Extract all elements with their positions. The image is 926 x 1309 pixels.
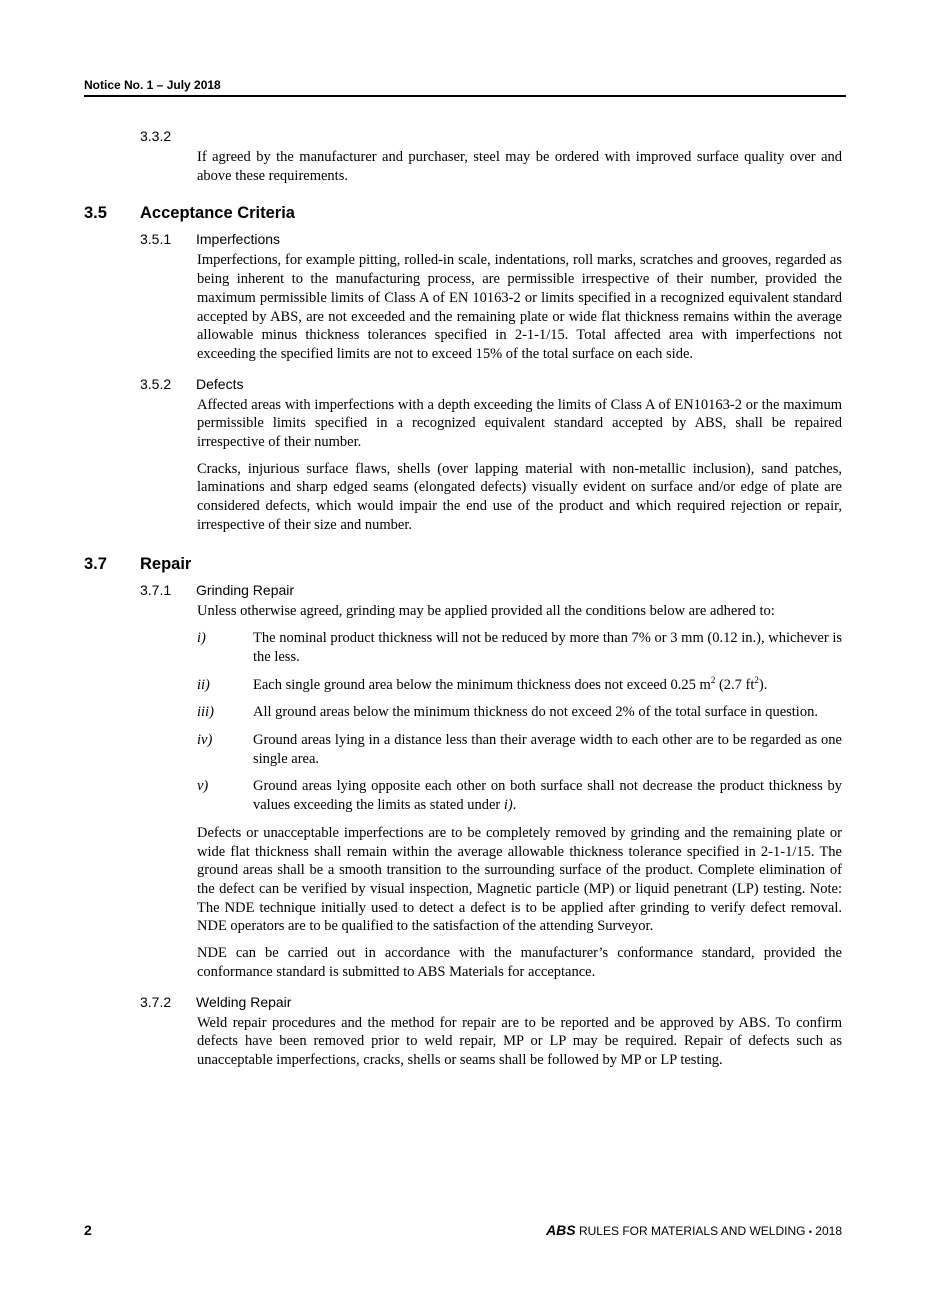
footer-title [546,1222,842,1238]
abs-logo-text: ABS [546,1222,576,1238]
page-number: 2 [84,1222,92,1238]
footer-year: 2018 [815,1224,842,1238]
paragraph: NDE can be carried out in accordance with the manufacturer’s conformance standard, provided the conformance standard is submitted to ABS Materials for acceptance. [197,945,842,980]
subsection-3-5-2-heading [140,376,846,393]
paragraph: Cracks, injurious surface flaws, shells (over lapping material with non-metallic inclusion), sand patches, laminations and sharp edged seams (elongated defects) visually evident on surface and/or edge of plate are considered defects, which would impair the end use of the product and which required rejection or repair, irrespective of their size and number. [197,460,842,533]
subsection-3-7-1-heading [140,582,846,599]
subsection-3-3-2-heading [140,128,846,145]
footer-separator: • [808,1226,812,1237]
running-header [84,78,846,97]
subsection-number: 3.7.1 [140,581,172,598]
list-marker: i) [197,630,206,647]
notice-label: Notice No. 1 – July 2018 [84,78,221,92]
page-footer [84,1222,842,1238]
list-marker: iv) [197,732,213,749]
section-number: 3.7 [84,554,107,573]
page-content [84,128,846,1070]
list-marker: iii) [197,704,214,721]
paragraph: Imperfections, for example pitting, rolled-in scale, indentations, roll marks, scratches and grooves, regarded as being inherent to the manufacturing process, are permissible irrespective of their number, provided the maximum permissible limits of Class A of EN 10163-2 or limits specified in a recognized equivalent standard accepted by ABS, are not exceeded and the remaining plate or wide flat thickness remains within the average allowable minus thickness tolerances specified in 2-1-1/15. Total affected area with imperfections not exceeding the specified limits are not to exceed 15% of the total surface on each side. [197,252,842,362]
subsection-title: Welding Repair [196,993,292,1010]
section-3-5-heading [84,203,846,223]
paragraph: Weld repair procedures and the method for repair are to be reported and be approved by ABS. To confirm defects have been removed prior to weld repair, MP or LP may be required. Repair of defects such as unacceptable imperfections, cracks, shells or seams shall be followed by MP or LP testing. [197,1014,842,1068]
subsection-3-7-2-heading [140,994,846,1011]
subsection-title: Grinding Repair [196,581,295,598]
list-text: Ground areas lying in a distance less than their average width to each other are to be regarded as one single area. [253,732,842,767]
subsection-title: Defects [196,375,244,392]
list-item [197,777,842,814]
subsection-number: 3.3.2 [140,128,172,144]
subsection-number: 3.5.1 [140,231,172,248]
list-marker: v) [197,778,209,795]
paragraph: If agreed by the manufacturer and purchaser, steel may be ordered with improved surface quality over and above these requirements. [197,149,842,184]
subsection-number: 3.5.2 [140,375,172,392]
paragraph: Defects or unacceptable imperfections are to be completely removed by grinding and the remaining plate or wide flat thickness shall remain within the average allowable thickness tolerance specified in 2-1-1/15. The ground areas shall be a smooth transition to the surrounding surface of the product. Complete elimination of the defect can be verified by visual inspection, Magnetic particle (MP) or liquid penetrant (LP) testing. Note: The NDE technique initially used to detect a defect is to be applied after grinding to verify defect removal. NDE operators are to be qualified to the satisfaction of the attending Surveyor. [197,824,842,935]
list-item [197,731,842,768]
section-title: Acceptance Criteria [140,204,295,223]
section-title: Repair [140,554,192,573]
list-marker: ii) [197,676,210,693]
list-text: Ground areas lying opposite each other on both surface shall not decrease the product thickness by values exceeding the limits as stated under i). [253,778,842,814]
rules-title: RULES FOR MATERIALS AND WELDING [578,1224,806,1238]
list-item [197,676,842,695]
paragraph: Unless otherwise agreed, grinding may be applied provided all the conditions below are adhered to: [197,602,775,619]
subsection-title: Imperfections [196,231,281,248]
section-3-7-heading [84,554,846,574]
paragraph: Affected areas with imperfections with a depth exceeding the limits of Class A of EN10163-2 or the maximum permissible limits specified in a recognized equivalent standard accepted by ABS, shall be repaired irrespective of their number. [197,396,842,451]
section-number: 3.5 [84,204,107,223]
list-text: The nominal product thickness will not be reduced by more than 7% or 3 mm (0.12 in.), whichever is the less. [253,630,842,665]
list-item [197,629,842,666]
subsection-number: 3.7.2 [140,993,172,1010]
subsection-3-5-1-heading [140,231,846,248]
list-item [197,703,842,722]
list-text: Each single ground area below the minimum thickness does not exceed 0.25 $m^2$ (2.7 $ft^2$). [253,674,768,693]
list-text: All ground areas below the minimum thickness do not exceed 2% of the total surface in question. [253,704,818,721]
